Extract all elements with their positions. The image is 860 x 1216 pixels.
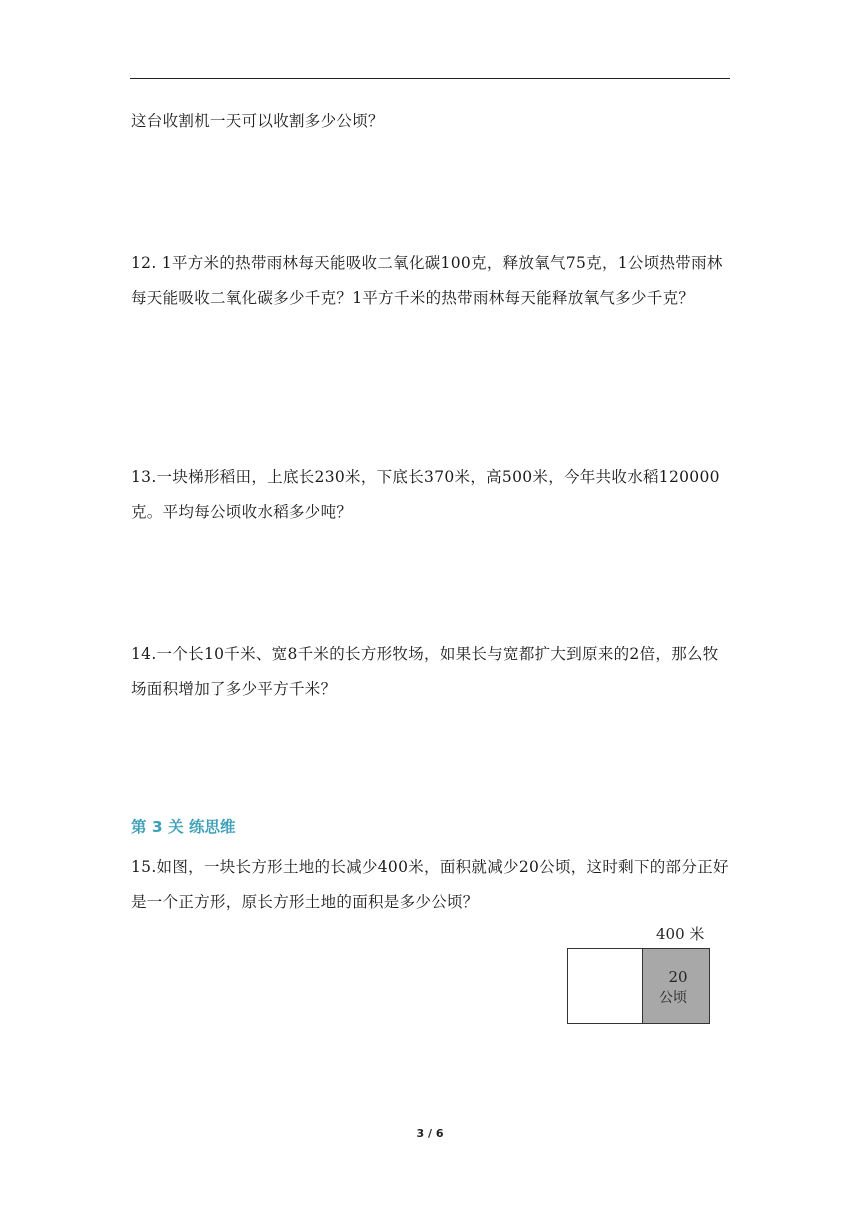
removed-area xyxy=(642,949,709,1023)
original-rectangle xyxy=(567,948,710,1024)
problem-13: 13.一块梯形稻田，上底长230米，下底长370米，高500米，今年共收水稻120000克。平均每公顷收水稻多少吨？ xyxy=(131,468,720,521)
land-diagram xyxy=(560,918,720,1030)
section-title: 第 3 关 练思维 xyxy=(131,818,236,836)
removed-area-unit: 公顷 xyxy=(659,990,687,1006)
cut-length-label: 400 米 xyxy=(656,925,705,943)
header-rule xyxy=(130,78,730,79)
removed-area-value: 20 xyxy=(668,968,688,986)
problem-14: 14.一个长10千米、宽8千米的长方形牧场，如果长与宽都扩大到原来的2倍，那么牧场面积增加了多少平方千米？ xyxy=(131,645,719,698)
problem-15: 15.如图，一块长方形土地的长减少400米，面积就减少20公顷，这时剩下的部分正好是一个正方形，原长方形土地的面积是多少公顷？ xyxy=(131,858,729,911)
page-number: 3 / 6 xyxy=(416,1127,444,1140)
problem-11-tail: 这台收割机一天可以收割多少公顷？ xyxy=(131,112,384,130)
problem-12: 12. 1平方米的热带雨林每天能吸收二氧化碳100克，释放氧气75克，1公顷热带雨林每天能吸收二氧化碳多少千克？1平方千米的热带雨林每天能释放氧气多少千克？ xyxy=(131,254,723,307)
